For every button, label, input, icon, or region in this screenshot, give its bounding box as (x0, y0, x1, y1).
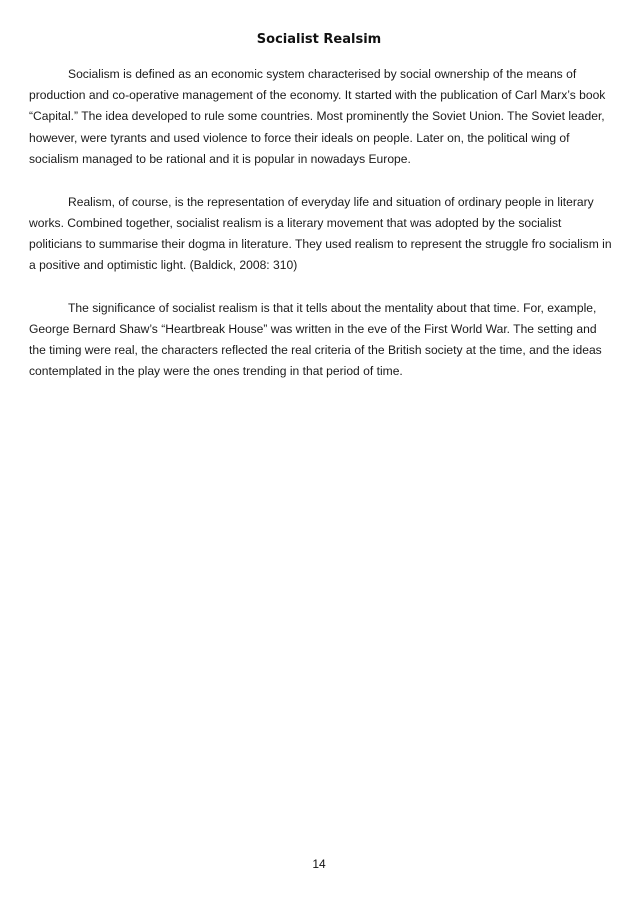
document-body (29, 64, 614, 404)
page-title: Socialist Realsim (256, 32, 382, 47)
paragraph-socialism: Socialism is defined as an economic system characterised by social ownership of the means of production and co-operative management of the economy. It started with the publication of Carl Marx’s book “Capital.” The idea developed to rule some countries. Most prominently the Soviet Union. The Soviet leader, however, were tyrants and used violence to force their ideals on people. Later on, the political wing of socialism managed to be rational and it is popular in nowadays Europe. (29, 67, 606, 166)
paragraph-realism: Realism, of course, is the representation of everyday life and situation of ordinary people in literary works. Combined together, socialist realism is a literary movement that was adopted by the socialist politicians to summarise their dogma in literature. They used realism to represent the struggle fro socialism in a positive and optimistic light. (Baldick, 2008: 310) (29, 194, 612, 273)
paragraph-significance: The significance of socialist realism is that it tells about the mentality about that time. For, example, George Bernard Shaw’s “Heartbreak House” was written in the eve of the First World War. The setting and the timing were real, the characters reflected the real criteria of the British society at the time, and the ideas contemplated in the play were the ones trending in that period of time. (29, 300, 602, 379)
page-number: 14 (312, 857, 326, 871)
